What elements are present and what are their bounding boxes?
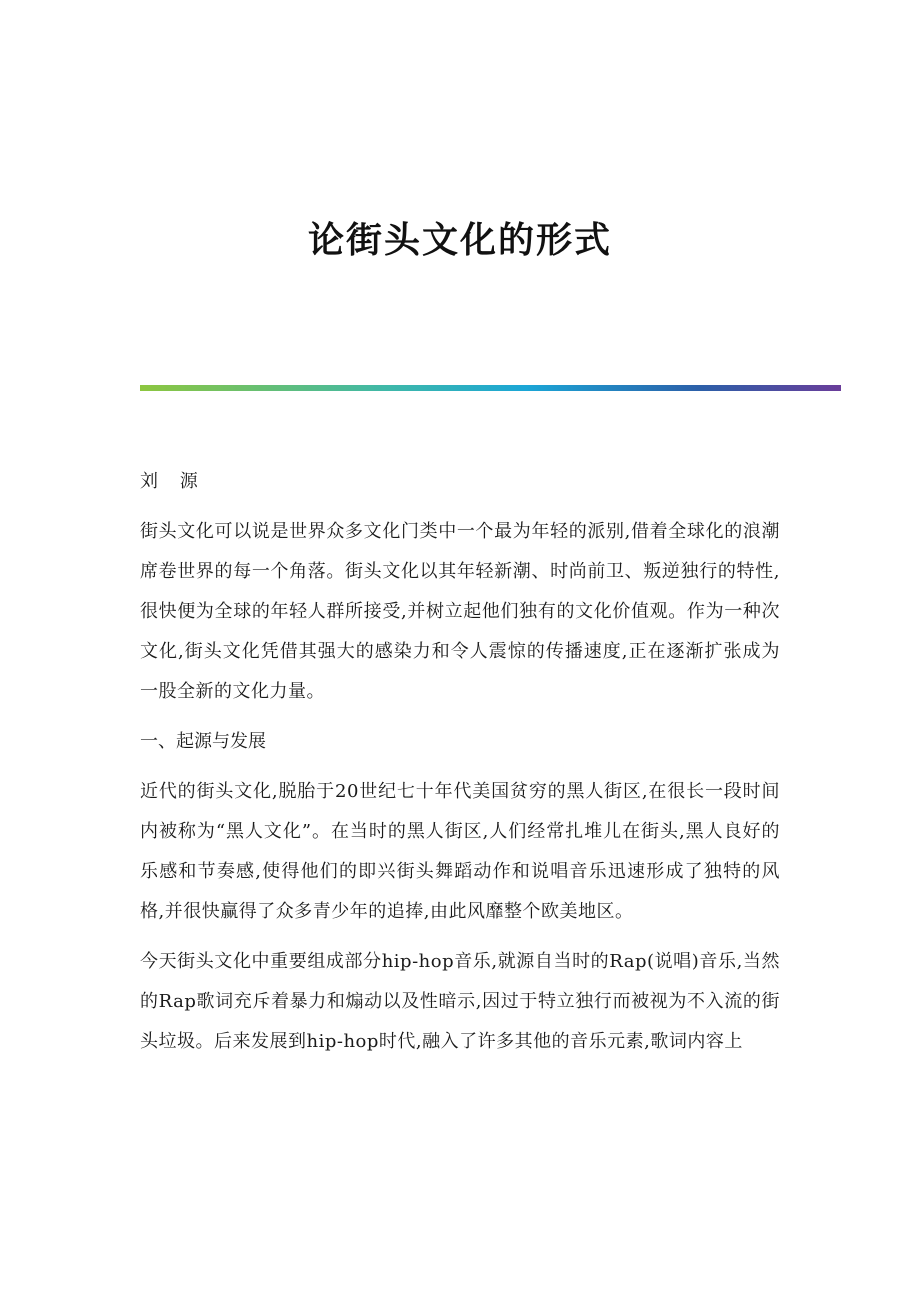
section-heading: 一、起源与发展 [140,731,266,752]
section-paragraph-1: 近代的街头文化,脱胎于20世纪七十年代美国贫穷的黑人街区,在很长一段时间内被称为“黑人文化”。在当时的黑人街区,人们经常扎堆儿在街头,黑人良好的乐感和节奏感,使得他们的即兴街头舞蹈动作和说唱音乐迅速形成了独特的风格,并很快赢得了众多青少年的追捧,由此风靡整个欧美地区。 [140,781,780,922]
document-body [140,462,780,1072]
document-title: 论街头文化的形式 [307,219,612,261]
section-paragraph-2: 今天街头文化中重要组成部分hip-hop音乐,就源自当时的Rap(说唱)音乐,当然的Rap歌词充斥着暴力和煽动以及性暗示,因过于特立独行而被视为不入流的街头垃圾。后来发展到hip-hop时代,融入了许多其他的音乐元素,歌词内容上 [140,951,780,1052]
gradient-divider [140,385,841,391]
author-name: 刘 源 [140,471,206,492]
intro-paragraph: 街头文化可以说是世界众多文化门类中一个最为年轻的派别,借着全球化的浪潮席卷世界的每一个角落。街头文化以其年轻新潮、时尚前卫、叛逆独行的特性,很快便为全球的年轻人群所接受,并树立起他们独有的文化价值观。作为一种次文化,街头文化凭借其强大的感染力和令人震惊的传播速度,正在逐渐扩张成为一股全新的文化力量。 [140,521,780,702]
